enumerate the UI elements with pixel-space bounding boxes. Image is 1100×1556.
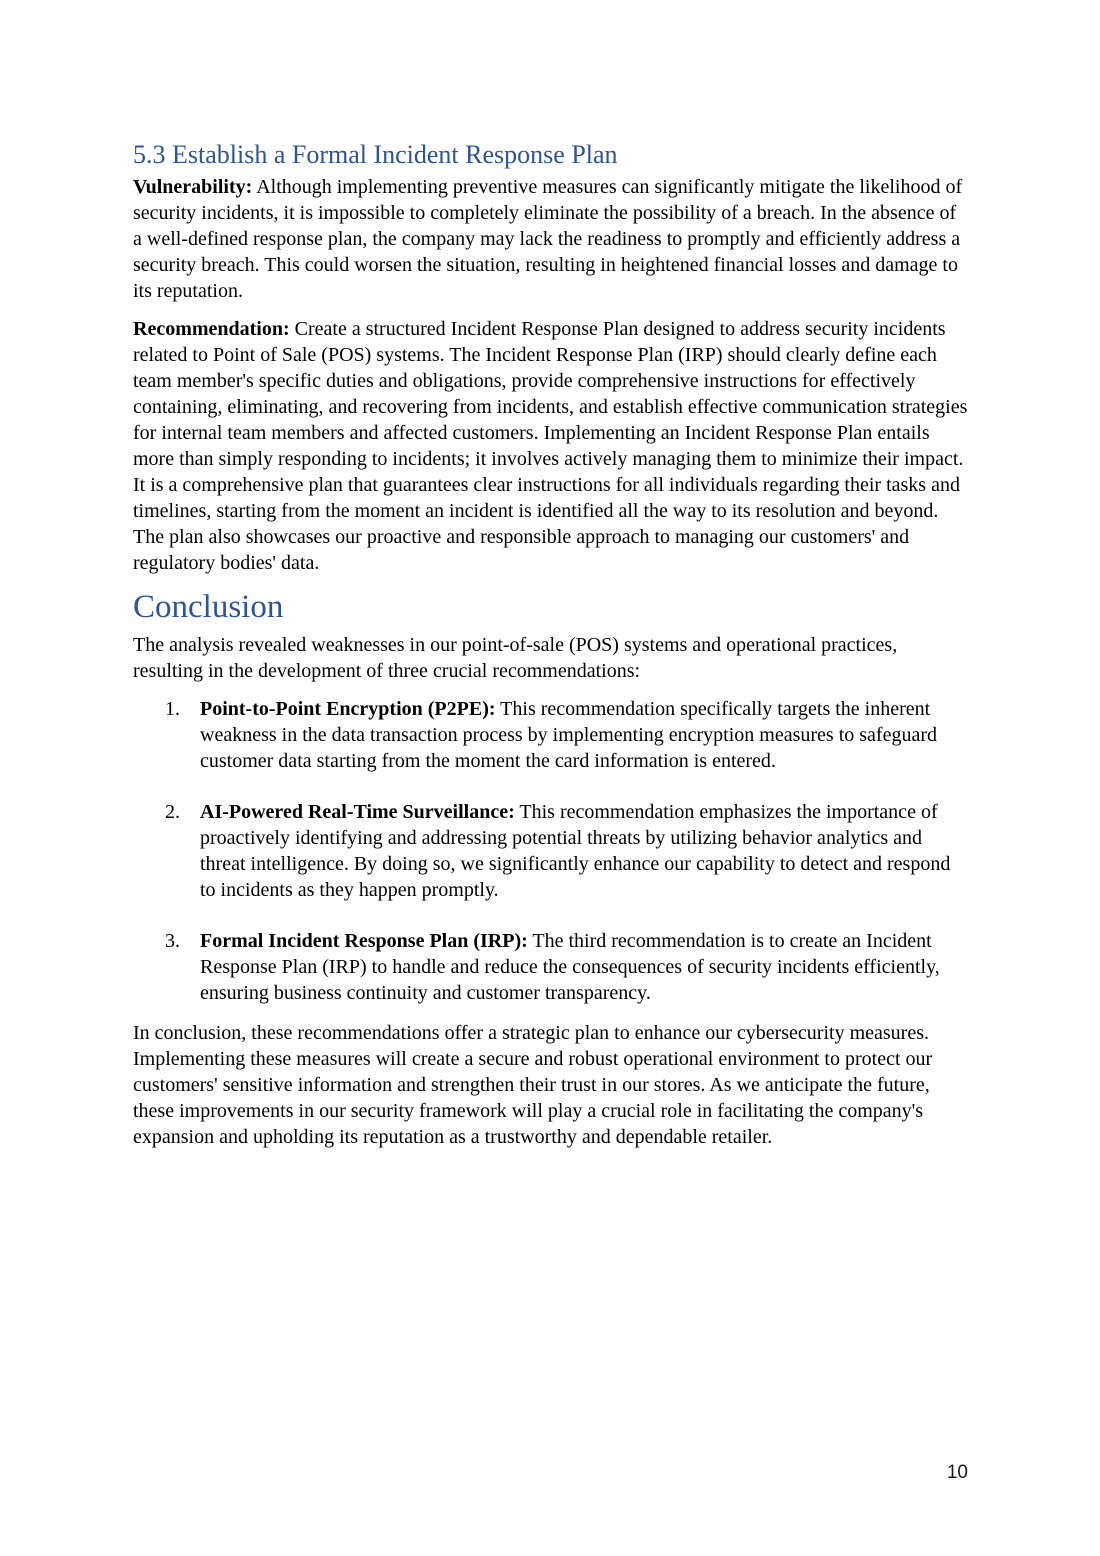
vulnerability-text: Although implementing preventive measures can significantly mitigate the likelihood of security incidents, it is impossible to completely eliminate the possibility of a breach. In the absence of a well-defined response plan, the company may lack the readiness to promptly and efficiently address a security breach. This could worsen the situation, resulting in heightened financial losses and damage to its reputation. — [133, 176, 963, 302]
list-item-number: 3. — [165, 930, 180, 952]
conclusion-heading: Conclusion — [133, 589, 284, 625]
list-item-text: This recommendation specifically targets the inherent weakness in the data transaction process by implementing encryption measures to safeguard customer data starting from the moment the card information is entered. — [200, 698, 937, 772]
conclusion-intro: The analysis revealed weaknesses in our point-of-sale (POS) systems and operational practices, resulting in the development of three crucial recommendations: — [133, 634, 898, 682]
list-item-label: Point-to-Point Encryption (P2PE): — [200, 698, 496, 720]
list-item-label: Formal Incident Response Plan (IRP): — [200, 930, 528, 952]
list-item-text: The third recommendation is to create an Incident Response Plan (IRP) to handle and reduce the consequences of security incidents efficiently, ensuring business continuity and customer transparency. — [200, 930, 940, 1004]
section-heading: 5.3 Establish a Formal Incident Response Plan — [133, 140, 618, 169]
list-item — [133, 928, 968, 1006]
recommendation-label: Recommendation: — [133, 318, 290, 340]
list-item — [133, 799, 968, 903]
conclusion-closing-paragraph: In conclusion, these recommendations offer a strategic plan to enhance our cybersecurity measures. Implementing these measures will create a secure and robust operational environment to protect our customers' sensitive information and strengthen their trust in our stores. As we anticipate the future, these improvements in our security framework will play a crucial role in facilitating the company's expansion and upholding its reputation as a trustworthy and dependable retailer. — [133, 1022, 933, 1148]
list-item-body — [200, 928, 968, 1006]
list-item — [133, 696, 968, 774]
recommendations-list — [133, 696, 968, 1006]
list-item-body — [200, 696, 968, 774]
vulnerability-label: Vulnerability: — [133, 176, 253, 198]
page-content — [133, 139, 968, 1150]
list-item-label: AI-Powered Real-Time Surveillance: — [200, 801, 515, 823]
list-item-number: 2. — [165, 801, 180, 823]
recommendation-text: Create a structured Incident Response Plan designed to address security incidents related to Point of Sale (POS) systems. The Incident Response Plan (IRP) should clearly define each team member's specific duties and obligations, provide comprehensive instructions for effectively containing, eliminating, and recovering from incidents, and establish effective communication strategies for internal team members and affected customers. Implementing an Incident Response Plan entails more than simply responding to incidents; it involves actively managing them to minimize their impact. It is a comprehensive plan that guarantees clear instructions for all individuals regarding their tasks and timelines, starting from the moment an incident is identified all the way to its resolution and beyond. The plan also showcases our proactive and responsible approach to managing our customers' and regulatory bodies' data. — [133, 318, 968, 574]
page-number: 10 — [946, 1462, 968, 1483]
list-item-body — [200, 799, 968, 903]
list-item-number: 1. — [165, 698, 180, 720]
vulnerability-paragraph — [133, 174, 968, 304]
list-item-text: This recommendation emphasizes the importance of proactively identifying and addressing potential threats by utilizing behavior analytics and threat intelligence. By doing so, we significantly enhance our capability to detect and respond to incidents as they happen promptly. — [200, 801, 951, 901]
recommendation-paragraph — [133, 316, 968, 576]
